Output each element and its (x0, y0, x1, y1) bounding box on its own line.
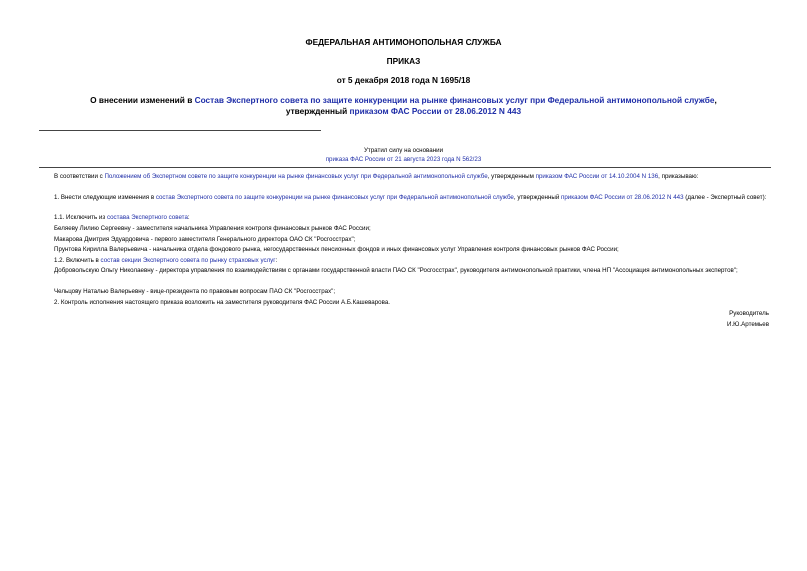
item11-text-b: : (187, 214, 190, 221)
item1-text-c: (далее - Экспертный совет): (683, 194, 767, 201)
document-title (0, 95, 807, 106)
paragraph-excluded-3: Прунтова Кирилла Валерьевича - начальника отдела фондового рынка, негосударственных пенсионных фондов и иных финансовых услуг Управления контроля финансовых рынков ФАС России; (54, 246, 619, 253)
signature-role: Руководитель (729, 310, 769, 317)
link-insurance-section[interactable]: состав секции Экспертного совета по рынку страховых услуг (100, 257, 276, 264)
item12-text-a: 1.2. Включить в (54, 257, 101, 264)
divider-short (39, 130, 321, 131)
link-order-136[interactable]: приказом ФАС России от 14.10.2004 N 136 (535, 173, 659, 180)
paragraph-item-1 (39, 193, 771, 203)
link-composition[interactable]: состав Экспертного совета по защите конкуренции на рынке финансовых услуг при Федеральной антимонопольной службе (155, 194, 514, 201)
paragraph-preamble (39, 172, 771, 182)
link-council-composition[interactable]: состава Экспертного совета (106, 214, 188, 221)
paragraph-included-2: Чельцову Наталью Валерьевну - вице-президента по правовым вопросам ПАО СК "Росгосстрах"; (54, 288, 336, 295)
document-title-line2 (0, 106, 807, 117)
link-order-443[interactable]: приказом ФАС России от 28.06.2012 N 443 (561, 194, 684, 201)
organization-title: ФЕДЕРАЛЬНАЯ АНТИМОНОПОЛЬНАЯ СЛУЖБА (305, 37, 502, 47)
date-number: от 5 декабря 2018 года N 1695/18 (336, 75, 471, 85)
preamble-text-a: В соответствии с (54, 173, 105, 180)
item11-text-a: 1.1. Исключить из (54, 214, 107, 221)
status-note-link[interactable]: приказа ФАС России от 21 августа 2023 года N 562/23 (325, 156, 482, 163)
paragraph-item-1-1 (54, 213, 190, 223)
title-link-composition[interactable]: Состав Экспертного совета по защите конкуренции на рынке финансовых услуг при Федеральной антимонопольной службе (194, 95, 715, 105)
document-type: ПРИКАЗ (386, 56, 421, 66)
paragraph-item-1-2 (54, 256, 277, 266)
title-prefix: О внесении изменений в (90, 95, 195, 105)
title-line2-prefix: утвержденный (285, 106, 350, 116)
paragraph-excluded-1: Беляеву Лилию Сергеевну - заместителя начальника Управления контроля финансовых рынков ФАС России; (54, 225, 371, 232)
paragraph-item-2: 2. Контроль исполнения настоящего приказа возложить на заместителя руководителя ФАС России А.Б.Кашеварова. (54, 299, 391, 306)
item1-text-b: , утвержденный (513, 194, 561, 201)
status-note-line1: Утратил силу на основании (363, 147, 444, 154)
divider-full (39, 167, 771, 168)
preamble-text-b: , утвержденным (487, 173, 536, 180)
title-comma: , (714, 95, 717, 105)
paragraph-included-1: Добровольскую Ольгу Николаевну - директора управления по взаимодействиям с органами государственной власти ПАО СК "Росгосстрах", руководителя антимонопольной практики, члена НП "Ассоциация антимонопольных экспертов"; (54, 267, 738, 274)
signature-name: И.Ю.Артемьев (727, 321, 769, 328)
link-regulation[interactable]: Положением об Экспертном совете по защите конкуренции на рынке финансовых услуг при Федеральной антимонопольной службе (104, 173, 488, 180)
title-link-order-443[interactable]: приказом ФАС России от 28.06.2012 N 443 (349, 106, 522, 116)
item12-text-b: : (275, 257, 278, 264)
paragraph-excluded-2: Макарова Дмитрия Эдуардовича - первого заместителя Генерального директора ОАО СК "Росгосстрах"; (54, 236, 356, 243)
item1-text-a: 1. Внести следующие изменения в (54, 194, 156, 201)
preamble-text-c: , приказываю: (658, 173, 699, 180)
